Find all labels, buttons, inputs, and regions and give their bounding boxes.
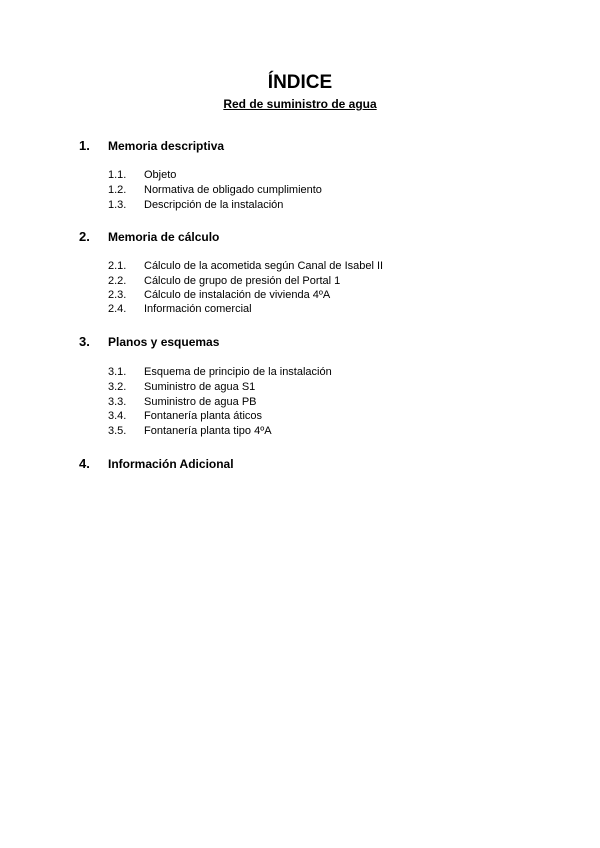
section-number: 4.	[79, 456, 90, 471]
item-label: Normativa de obligado cumplimiento	[144, 184, 322, 196]
item-label: Fontanería planta tipo 4ºA	[144, 425, 272, 437]
toc-item-1-2[interactable]	[0, 183, 600, 198]
section-label: Memoria descriptiva	[108, 139, 225, 153]
section-label: Memoria de cálculo	[108, 230, 220, 244]
item-label: Cálculo de la acometida según Canal de Isabel II	[144, 260, 384, 272]
toc-item-3-1[interactable]	[0, 365, 600, 380]
subtitle-text: Red de suministro de agua	[223, 97, 377, 111]
toc-item-1-1[interactable]	[0, 168, 600, 183]
item-label: Objeto	[144, 169, 177, 181]
item-number: 3.5.	[108, 425, 127, 437]
section-label: Información Adicional	[108, 457, 234, 471]
item-label: Descripción de la instalación	[144, 199, 284, 211]
item-number: 1.3.	[108, 199, 127, 211]
item-label: Cálculo de grupo de presión del Portal 1	[144, 275, 341, 287]
section-number: 3.	[79, 334, 90, 349]
item-label: Suministro de agua S1	[144, 381, 256, 393]
item-label: Fontanería planta áticos	[144, 410, 263, 422]
item-number: 3.3.	[108, 396, 127, 408]
toc-item-3-2[interactable]	[0, 380, 600, 395]
toc-section-1[interactable]	[0, 137, 600, 155]
page-subtitle	[0, 96, 600, 112]
toc-item-1-3[interactable]	[0, 198, 600, 213]
toc-item-2-1[interactable]	[0, 259, 600, 274]
item-number: 2.3.	[108, 289, 127, 301]
item-number: 3.1.	[108, 366, 127, 378]
toc-section-4[interactable]	[0, 455, 600, 473]
toc-item-2-3[interactable]	[0, 288, 600, 303]
item-label: Información comercial	[144, 303, 252, 315]
item-label: Cálculo de instalación de vivienda 4ºA	[144, 289, 331, 301]
section-number: 2.	[79, 229, 90, 244]
item-label: Suministro de agua PB	[144, 396, 257, 408]
item-number: 3.2.	[108, 381, 127, 393]
item-number: 2.4.	[108, 303, 127, 315]
toc-item-3-3[interactable]	[0, 395, 600, 410]
toc-item-2-4[interactable]	[0, 302, 600, 317]
toc-section-2[interactable]	[0, 228, 600, 246]
toc-section-3[interactable]	[0, 333, 600, 351]
toc-item-2-2[interactable]	[0, 274, 600, 289]
page-title: ÍNDICE	[267, 72, 333, 93]
item-number: 1.2.	[108, 184, 127, 196]
item-number: 1.1.	[108, 169, 127, 181]
section-number: 1.	[79, 138, 90, 153]
section-label: Planos y esquemas	[108, 335, 220, 349]
toc-item-3-4[interactable]	[0, 409, 600, 424]
item-number: 3.4.	[108, 410, 127, 422]
item-label: Esquema de principio de la instalación	[144, 366, 332, 378]
toc-item-3-5[interactable]	[0, 424, 600, 439]
item-number: 2.2.	[108, 275, 127, 287]
item-number: 2.1.	[108, 260, 127, 272]
